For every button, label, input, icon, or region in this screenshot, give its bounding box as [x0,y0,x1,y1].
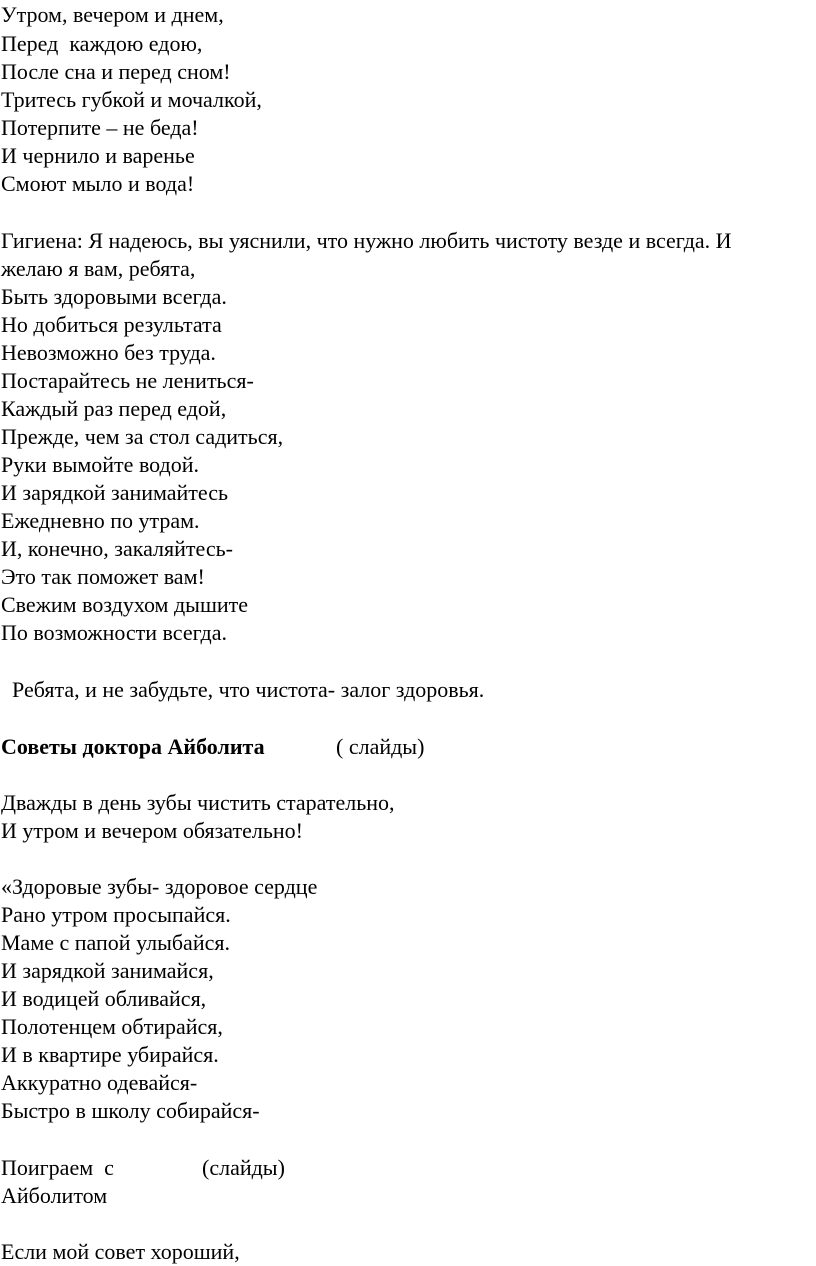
healthy-teeth-line: «Здоровые зубы- здоровое сердце [1,874,318,899]
reminder-line: Ребята, и не забудьте, что чистота- залог здоровья. [1,677,485,702]
hygiene-line: Это так поможет вам! [1,564,205,589]
hygiene-line: Но добиться результата [1,312,222,337]
healthy-teeth-line: Рано утром просыпайся. [1,902,231,927]
hygiene-line: Быть здоровыми всегда. [1,284,227,309]
advice-heading: Советы доктора Айболита [1,734,265,759]
poem-line: Потерпите – не беда! [1,115,199,140]
healthy-teeth-line: Аккуратно одевайся- [1,1070,198,1095]
healthy-teeth-line: И водицей обливайся, [1,986,207,1011]
poem-line: После сна и перед сном! [1,59,231,84]
healthy-teeth-line: И в квартире убирайся. [1,1042,219,1067]
hygiene-line: И зарядкой занимайтесь [1,480,229,505]
healthy-teeth-line: Маме с папой улыбайся. [1,930,230,955]
hygiene-line: Гигиена: Я надеюсь, вы уяснили, что нужно любить чистоту везде и всегда. И [1,228,732,253]
poem-line: Тритесь губкой и мочалкой, [1,87,262,112]
healthy-teeth-line: Быстро в школу собирайся- [1,1098,260,1123]
healthy-teeth-line: Полотенцем обтирайся, [1,1014,223,1039]
hygiene-line: Ежедневно по утрам. [1,508,200,533]
hygiene-line: Каждый раз перед едой, [1,396,227,421]
teeth-line: И утром и вечером обязательно! [1,818,303,843]
advice-note: ( слайды) [336,734,425,759]
hygiene-line: Невозможно без труда. [1,340,216,365]
hygiene-line: По возможности всегда. [1,620,227,645]
poem-line: И чернило и варенье [1,143,195,168]
healthy-teeth-line: И зарядкой занимайся, [1,958,214,983]
last-line: Если мой совет хороший, [1,1239,240,1264]
poem-line: Утром, вечером и днем, [1,2,224,27]
play-line: Поиграем с [1,1155,114,1180]
hygiene-line: И, конечно, закаляйтесь- [1,536,233,561]
play-note: (слайды) [202,1155,285,1180]
hygiene-line: Свежим воздухом дышите [1,592,249,617]
hygiene-line: желаю я вам, ребята, [1,256,196,281]
hygiene-line: Руки вымойте водой. [1,452,200,477]
play-line: Айболитом [1,1183,108,1208]
teeth-line: Дважды в день зубы чистить старательно, [1,790,395,815]
hygiene-line: Прежде, чем за стол садиться, [1,424,284,449]
hygiene-line: Постарайтесь не лениться- [1,368,254,393]
poem-line: Смоют мыло и вода! [1,171,195,196]
poem-line: Перед каждою едою, [1,31,203,56]
